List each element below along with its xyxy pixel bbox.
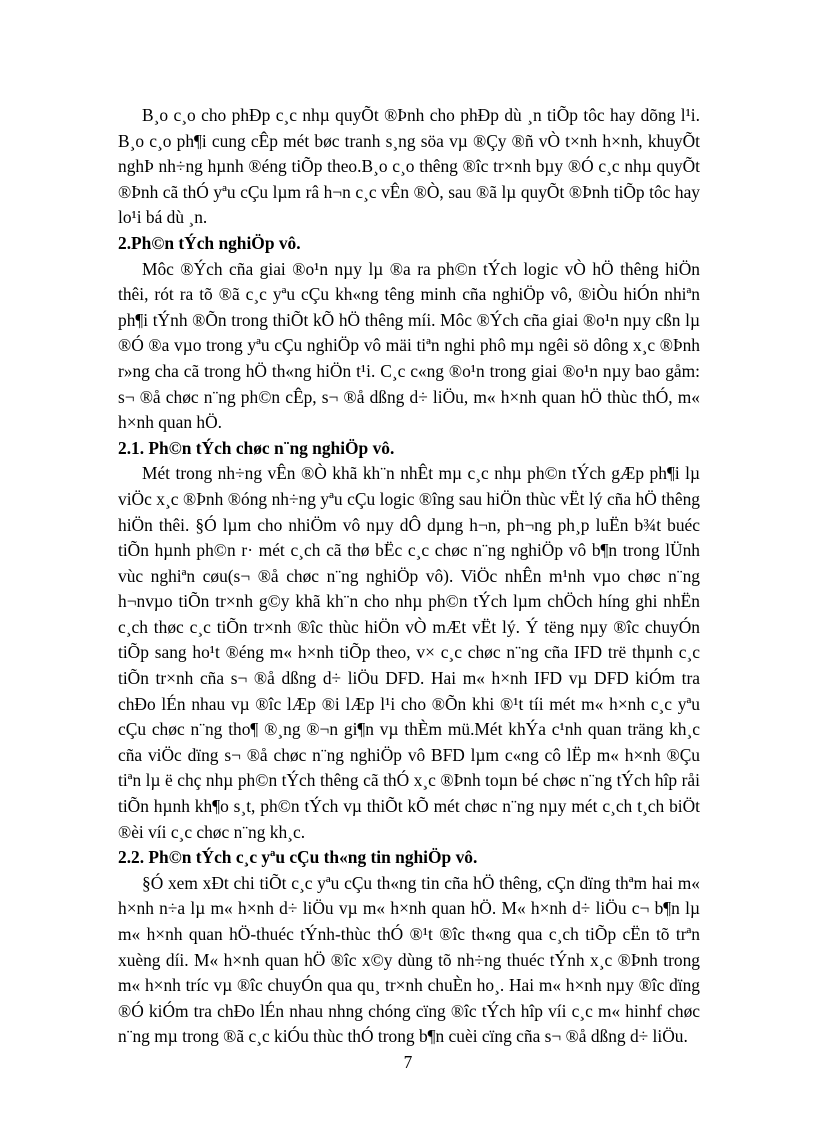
page-body [118,103,700,1050]
paragraph-report-intro: B¸o c¸o cho phÐp c¸c nhµ quyÕt ®Þnh cho phÐp dù ¸n tiÕp tôc hay dõng l¹i. B¸o c¸o ph¶i cung cÊp mét bøc tranh s¸ng söa vµ ®Çy ®ñ vÒ t×nh h×nh, khuyÕt nghÞ nh÷ng hµnh ®éng tiÕp theo.B¸o c¸o thêng ®îc tr×nh bµy ®Ó c¸c nhµ quyÕt ®Þnh cã thÓ yªu cÇu lµm râ h¬n c¸c vÊn ®Ò, sau ®ã lµ quyÕt ®Þnh tiÕp tôc hay lo¹i bá dù ¸n. [118,105,700,228]
paragraph-function-analysis: Mét trong nh÷ng vÊn ®Ò khã kh¨n nhÊt mµ c¸c nhµ ph©n tÝch gÆp ph¶i lµ viÖc x¸c ®Þnh ®óng nh÷ng yªu cÇu logic ®îng sau hiÖn thùc vËt lý cña hÖ thêng hiÖn thêi. §Ó lµm cho nhiÖm vô nµy dÔ dµng h¬n, ph¬ng ph¸p luËn b¾t buéc tiÕn hµnh ph©n r· mét c¸ch cã thø bËc c¸c chøc n¨ng nghiÖp vô b¶n trong lÜnh vùc nghiªn cøu(s¬ ®å chøc n¨ng nghiÖp vô). ViÖc nhÊn m¹nh vµo chøc n¨ng h¬nvµo tiÕn tr×nh g©y khã kh¨n cho nhµ ph©n tÝch lµm chÖch híng ghi nhËn c¸ch thøc c¸c tiÕn tr×nh ®îc thùc hiÖn vÒ mÆt vËt lý. Ý tëng nµy ®îc chuyÓn tiÕp sang ho¹t ®éng m« h×nh tiÕp theo, v× c¸c chøc n¨ng cña IFD trë thµnh c¸c tiÕn tr×nh cña s¬ ®å dßng d÷ liÖu DFD. Hai m« h×nh IFD vµ DFD kiÓm tra chÐo lÉn nhau vµ ®îc lÆp ®i lÆp l¹i cho ®Õn khi ®¹t tíi mét m« h×nh c¸c yªu cÇu chøc n¨ng tho¶ ®¸ng ®¬n gi¶n vµ thÈm mü.Mét khÝa c¹nh quan träng kh¸c cña viÖc dïng s¬ ®å chøc n¨ng nghiÖp vô BFD lµm c«ng cô lËp m« h×nh ®Çu tiªn lµ ë chç nhµ ph©n tÝch thêng cã thÓ x¸c ®Þnh toµn bé chøc n¨ng tÝch hîp råi tiÕn hµnh kh¶o s¸t, ph©n tÝch vµ thiÕt kÕ mét chøc n¨ng nµy mét c¸ch t¸ch biÖt ®èi víi c¸c chøc n¨ng kh¸c. [118,463,700,842]
paragraph-business-analysis: Môc ®Ých cña giai ®o¹n nµy lµ ®a ra ph©n tÝch logic vÒ hÖ thêng hiÖn thêi, rót ra tõ ®ã c¸c yªu cÇu kh«ng têng minh cña nghiÖp vô, ®iÒu hiÓn nhiªn ph¶i tÝnh ®Õn trong thiÕt kÕ hÖ thêng míi. Môc ®Ých cña giai ®o¹n nµy cßn lµ ®Ó ®a vµo trong yªu cÇu nghiÖp vô mäi tiªn nghi phô mµ ngêi sö dông x¸c ®Þnh r»ng cha cã trong hÖ th«ng hiÖn t¹i. C¸c c«ng ®o¹n trong giai ®o¹n nµy bao gåm: s¬ ®å chøc n¨ng ph©n cÊp, s¬ ®å dßng d÷ liÖu, m« h×nh quan hÖ thùc thÓ, m« h×nh quan hÖ. [118,258,700,433]
paragraph-information-analysis: §Ó xem xÐt chi tiÕt c¸c yªu cÇu th«ng tin cña hÖ thêng, cÇn dïng thªm hai m« h×nh n÷a lµ m« h×nh d÷ liÖu vµ m« h×nh quan hÖ. M« h×nh d÷ liÖu c¬ b¶n lµ m« h×nh quan hÖ-thuéc tÝnh-thùc thÓ ®¹t ®îc th«ng qua c¸ch tiÕp cËn tõ trªn xuèng díi. M« h×nh quan hÖ ®îc x©y dùng tõ nh÷ng thuéc tÝnh x¸c ®Þnh trong m« h×nh tríc vµ ®îc chuyÓn qua qu¸ tr×nh chuÈn ho¸. Hai m« h×nh nµy ®îc dïng ®Ó kiÓm tra chÐo lÉn nhau nhng chóng cïng ®îc tÝch hîp víi c¸c m« hinhf chøc n¨ng mµ trong ®ã c¸c kiÓu thùc thÓ trong b¶n cuèi cïng cña s¬ ®å dßng d÷ liÖu. [118,872,700,1047]
heading-section-2-1: 2.1. Ph©n tÝch chøc n¨ng nghiÖp vô. [118,437,395,458]
heading-section-2-2: 2.2. Ph©n tÝch c¸c yªu cÇu th«ng tin nghiÖp vô. [118,847,478,868]
page-number: 7 [403,1052,413,1072]
heading-section-2: 2.Ph©n tÝch nghiÖp vô. [118,232,301,253]
